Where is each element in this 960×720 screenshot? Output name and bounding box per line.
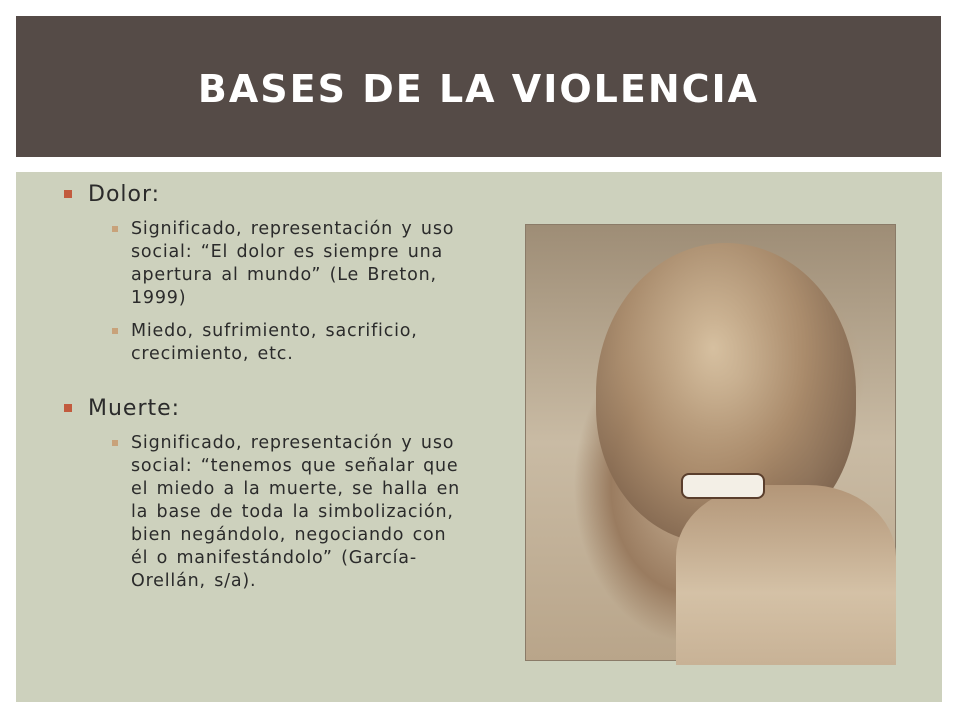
neck-shape	[676, 485, 896, 665]
list-item-text: Significado, representación y uso social: “tenemos que señalar que el miedo a la muerte, se halla en la base de toda la simbolización, bien negándolo, negociando con él o manifestándolo” (García-Orellán, s/a).	[131, 433, 461, 591]
list-item-text: Miedo, sufrimiento, sacrificio, crecimiento, etc.	[131, 321, 418, 364]
list-item	[112, 218, 469, 310]
section-heading-dolor	[64, 180, 469, 210]
square-bullet-icon	[112, 328, 118, 334]
square-bullet-icon	[64, 404, 72, 412]
bullet-list	[64, 180, 469, 603]
slide-title: BASES DE LA VIOLENCIA	[197, 66, 760, 111]
square-bullet-icon	[112, 226, 118, 232]
list-item	[112, 432, 469, 593]
title-bar	[16, 16, 941, 157]
section-heading-text: Muerte:	[88, 396, 181, 421]
teeth-shape	[681, 473, 765, 499]
dolor-sub-list	[64, 218, 469, 366]
list-item-text: Significado, representación y uso social: “El dolor es siempre una apertura al mundo” (Le Breton, 1999)	[131, 219, 455, 308]
square-bullet-icon	[112, 440, 118, 446]
section-heading-text: Dolor:	[88, 182, 161, 207]
screaming-face-photo	[525, 224, 896, 661]
list-item	[112, 320, 469, 366]
muerte-sub-list	[64, 432, 469, 593]
square-bullet-icon	[64, 190, 72, 198]
section-heading-muerte	[64, 394, 469, 424]
